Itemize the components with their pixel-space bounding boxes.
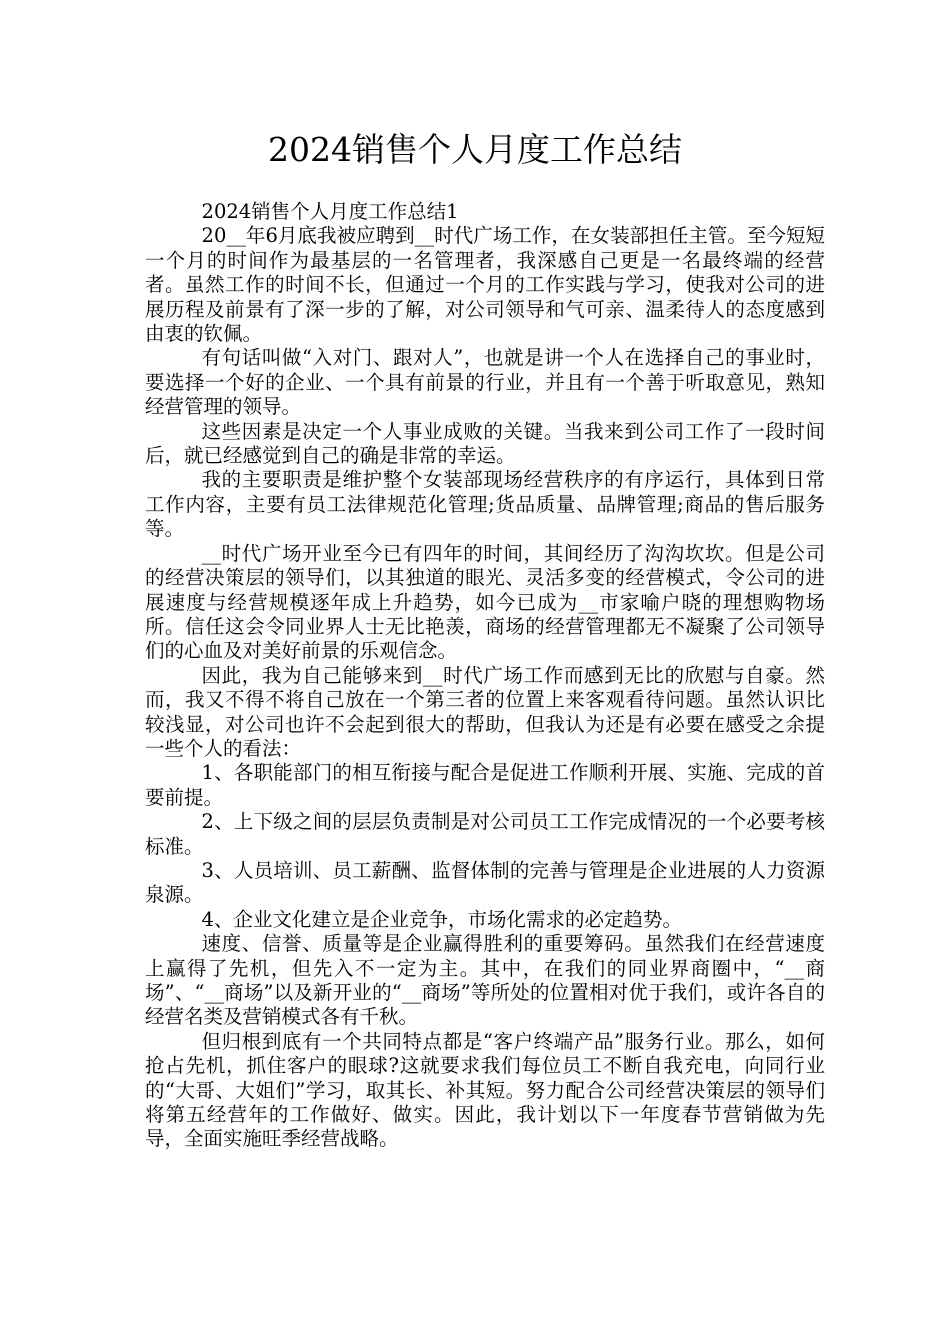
paragraph: 这些因素是决定一个人事业成败的关键。当我来到公司工作了一段时间后，就已经感觉到自己的确是非常的幸运。 xyxy=(145,419,825,468)
paragraph: __时代广场开业至今已有四年的时间，其间经历了沟沟坎坎。但是公司的经营决策层的领导们，以其独道的眼光、灵活多变的经营模式，令公司的进展速度与经营规模逐年成上升趋势，如今已成为__市家喻户晓的理想购物场所。信任这会令同业界人士无比艳羡，商场的经营管理都无不凝聚了公司领导们的心血及对美好前景的乐观信念。 xyxy=(145,541,825,663)
paragraph-heading: 2024销售个人月度工作总结1 xyxy=(201,200,459,223)
list-item: 4、企业文化建立是企业竞争，市场化需求的必定趋势。 xyxy=(201,907,682,931)
paragraph: 有句话叫做“入对门、跟对人”，也就是讲一个人在选择自己的事业时，要选择一个好的企业、一个具有前景的行业，并且有一个善于听取意见，熟知经营管理的领导。 xyxy=(145,346,825,419)
paragraph: 但归根到底有一个共同特点都是“客户终端产品”服务行业。那么，如何抢占先机，抓住客户的眼球?这就要求我们每位员工不断自我充电，向同行业的“大哥、大姐们”学习，取其长、补其短。努力配合公司经营决策层的领导们将第五经营年的工作做好、做实。因此，我计划以下一年度春节营销做为先导，全面实施旺季经营战略。 xyxy=(145,1029,825,1151)
list-item: 3、人员培训、员工薪酬、监督体制的完善与管理是企业进展的人力资源泉源。 xyxy=(145,858,825,907)
list-item: 2、上下级之间的层层负责制是对公司员工工作完成情况的一个必要考核标准。 xyxy=(145,810,825,858)
paragraph: 因此，我为自己能够来到__时代广场工作而感到无比的欣慰与自豪。然而，我又不得不将自己放在一个第三者的位置上来客观看待问题。虽然认识比较浅显，对公司也许不会起到很大的帮助，但我认为还是有必要在感受之余提一些个人的看法： xyxy=(145,663,825,760)
paragraph: 20__年6月底我被应聘到__时代广场工作，在女装部担任主管。至今短短一个月的时间作为最基层的一名管理者，我深感自己更是一名最终端的经营者。虽然工作的时间不长，但通过一个月的工作实践与学习，使我对公司的进展历程及前景有了深一步的了解，对公司领导和气可亲、温柔待人的态度感到由衷的钦佩。 xyxy=(145,224,825,346)
document-title: 2024销售个人月度工作总结 xyxy=(268,130,682,169)
paragraph: 速度、信誉、质量等是企业赢得胜利的重要筹码。虽然我们在经营速度上赢得了先机，但先入不一定为主。其中，在我们的同业界商圈中，“__商场”、“__商场”以及新开业的“__商场”等所处的位置相对优于我们，或许各自的经营名类及营销模式各有千秋。 xyxy=(145,932,825,1029)
document-body xyxy=(145,200,825,1152)
paragraph: 我的主要职责是维护整个女装部现场经营秩序的有序运行，具体到日常工作内容，主要有员工法律规范化管理;货品质量、品牌管理;商品的售后服务等。 xyxy=(145,468,825,541)
list-item: 1、各职能部门的相互衔接与配合是促进工作顺利开展、实施、完成的首要前提。 xyxy=(145,761,825,809)
